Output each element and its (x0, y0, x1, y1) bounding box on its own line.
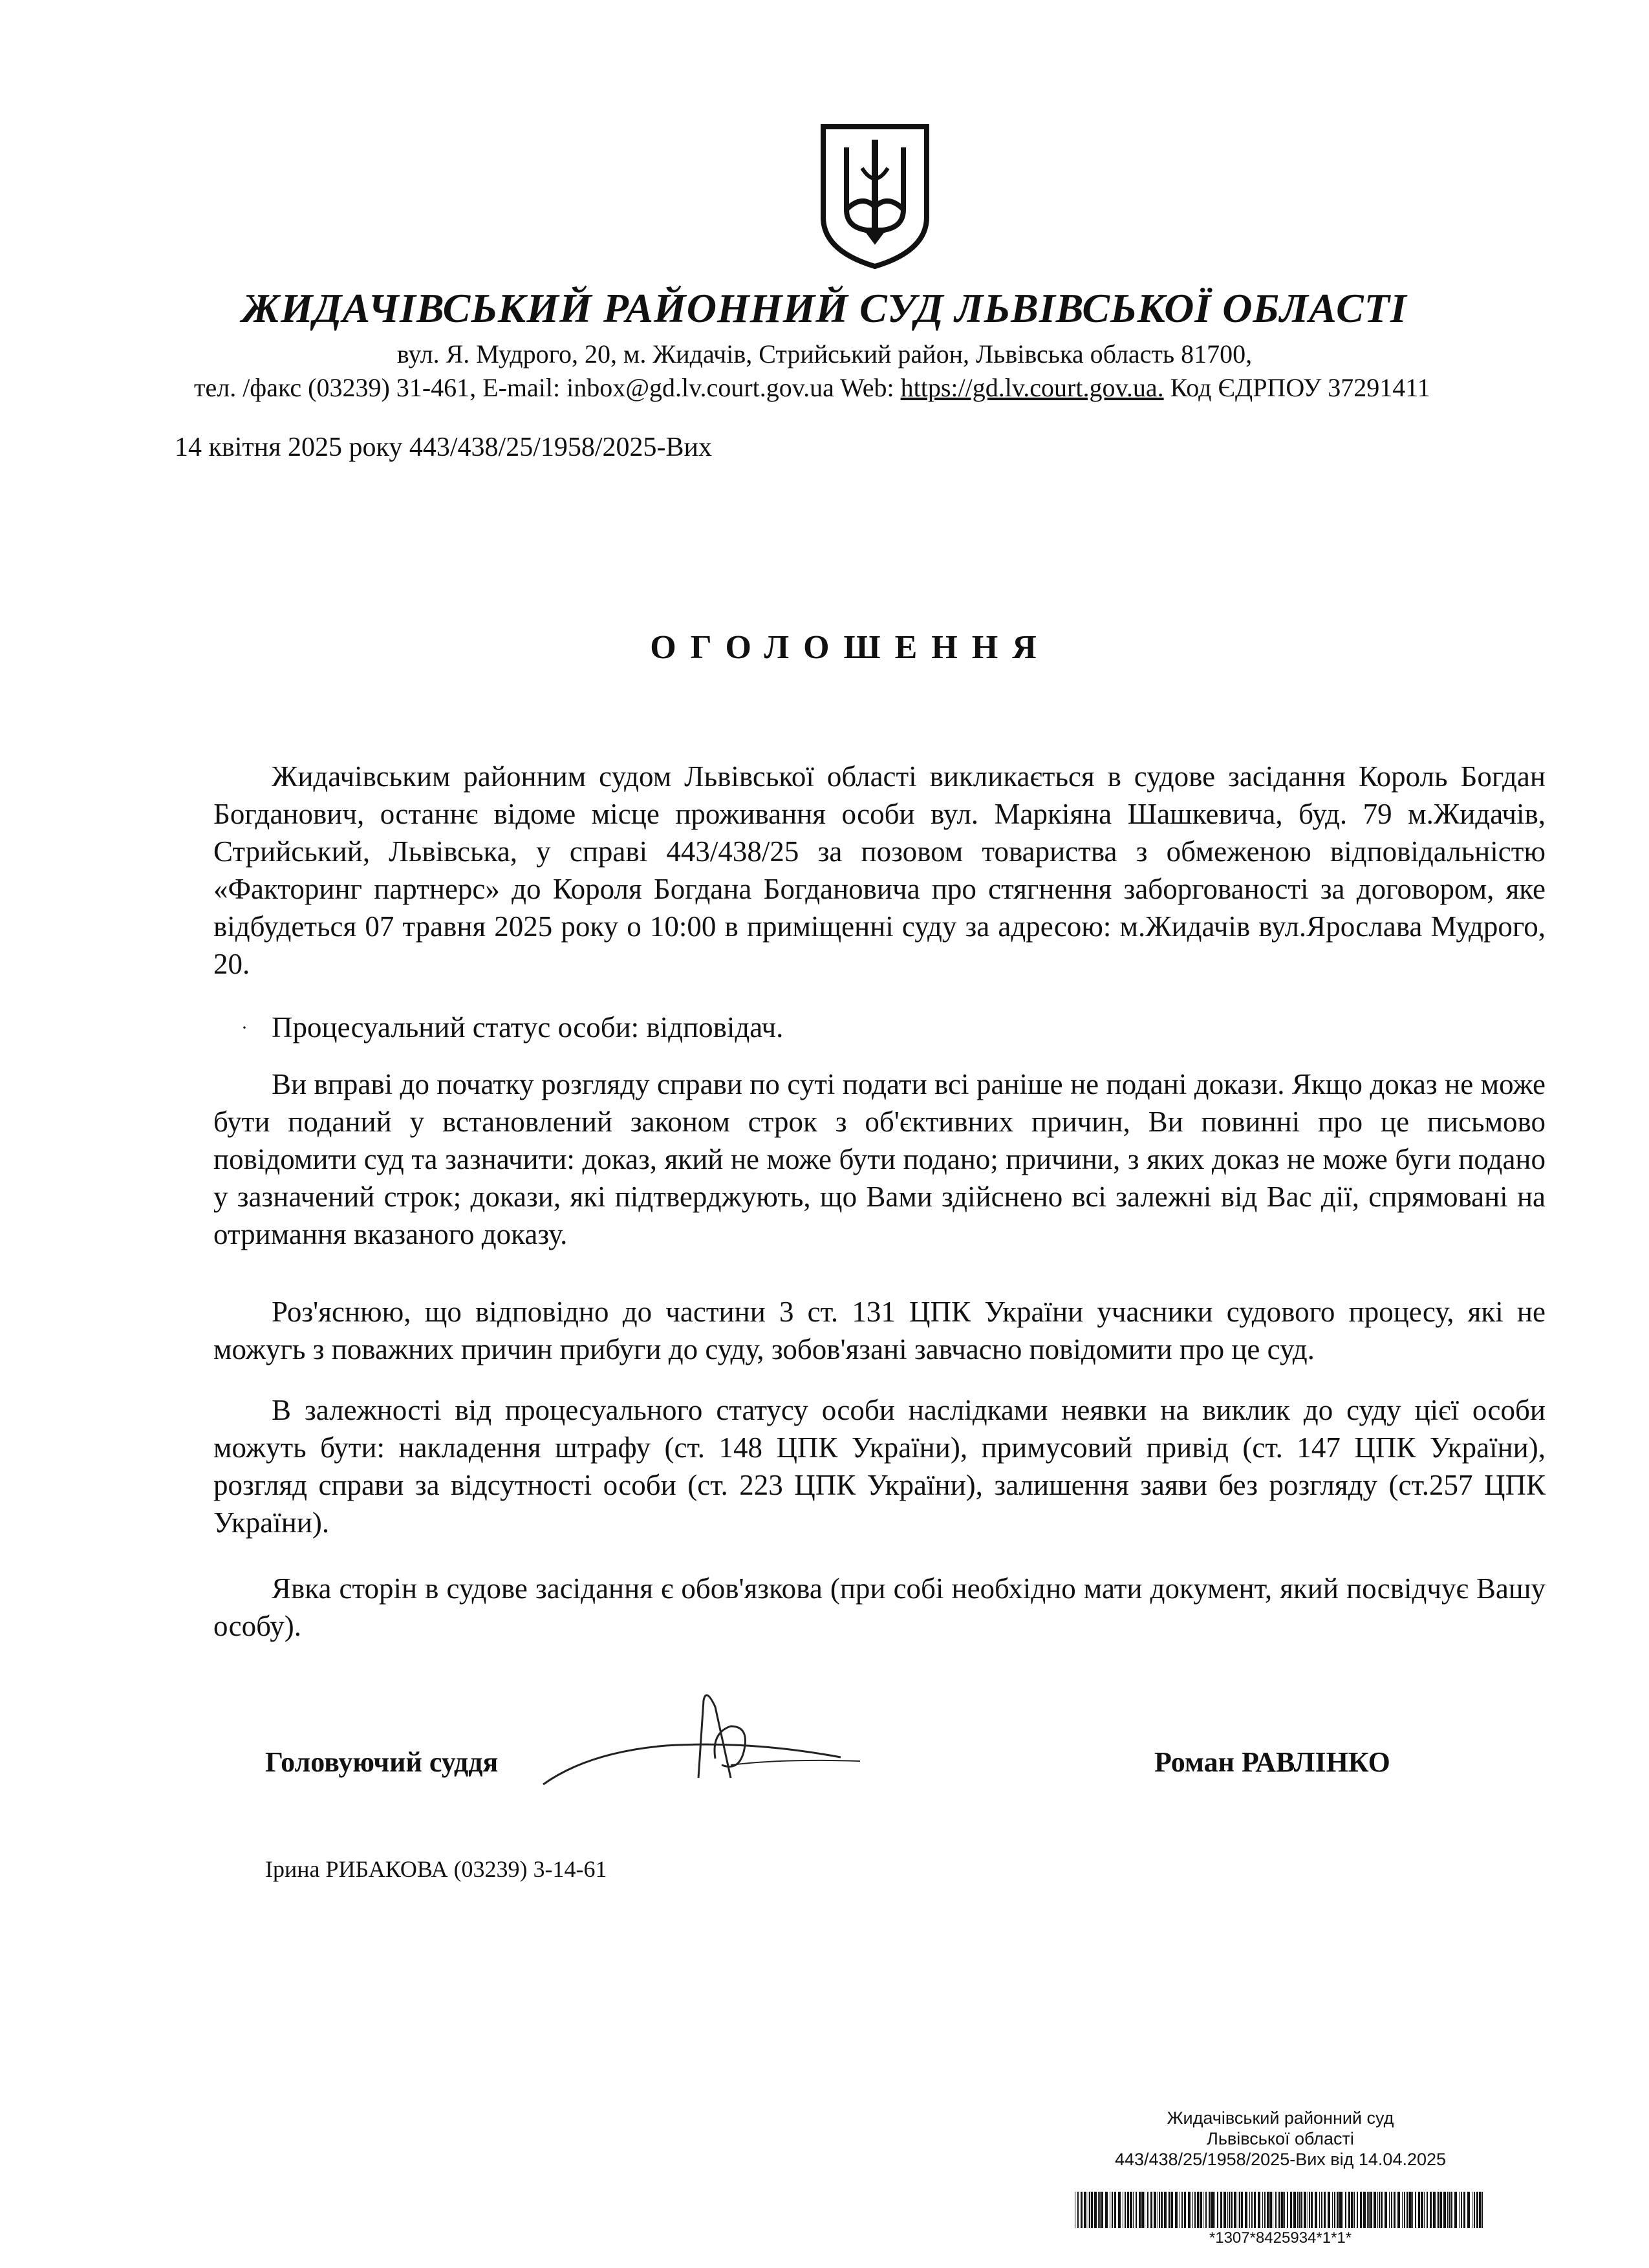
bullet-mark: · (241, 1017, 248, 1038)
paragraph-summons (213, 758, 1546, 983)
barcode-bar (1404, 2192, 1405, 2228)
barcode-bar (1287, 2192, 1288, 2228)
barcode-bar (1181, 2192, 1183, 2228)
barcode-bar (1175, 2192, 1178, 2228)
barcode-bar (1205, 2192, 1207, 2228)
barcode-bar (1315, 2192, 1317, 2228)
signature-mark (537, 1681, 873, 1804)
barcode-bar (1136, 2192, 1137, 2228)
barcode-bar (1367, 2192, 1368, 2228)
stamp-line: Львівської області (1207, 2129, 1354, 2148)
barcode-bar (1311, 2192, 1313, 2228)
document-title: ОГОЛОШЕННЯ (650, 629, 1051, 666)
paragraph-text: Явка сторін в судове засідання є обов'язкова (при собі необхідно мати документ, який посвідчує Вашу особу). (213, 1572, 1546, 1642)
barcode-bar (1438, 2192, 1439, 2228)
barcode-bar (1479, 2192, 1482, 2228)
registration-stamp (1073, 2108, 1487, 2170)
barcode-bar (1409, 2192, 1412, 2228)
barcode-bar (1418, 2192, 1420, 2228)
barcode-bar (1357, 2192, 1358, 2228)
barcode-bar (1370, 2192, 1372, 2228)
registration-line: 14 квітня 2025 року 443/438/25/1958/2025-Вих (175, 433, 713, 462)
barcode-bar (1127, 2192, 1129, 2228)
barcode-bar (1164, 2192, 1167, 2228)
barcode-bar (1402, 2192, 1403, 2228)
barcode-icon (1073, 2192, 1487, 2228)
judge-name: Роман РАВЛІНКО (1154, 1746, 1390, 1778)
barcode-bar (1249, 2192, 1250, 2228)
barcode-bar (1381, 2192, 1383, 2228)
barcode-bar (1394, 2192, 1396, 2228)
barcode-bar (1351, 2192, 1353, 2228)
barcode-bar (1192, 2192, 1193, 2228)
barcode-bar (1427, 2192, 1428, 2228)
court-contacts (194, 372, 1552, 403)
barcode-bar (1258, 2192, 1260, 2228)
barcode-bar (1254, 2192, 1256, 2228)
court-name: ЖИДАЧІВСЬКИЙ РАЙОННИЙ СУД ЛЬВІВСЬКОЇ ОБЛАСТІ (242, 285, 1407, 331)
barcode-bar (1139, 2192, 1141, 2228)
barcode-text: *1307*8425934*1*1* (1209, 2229, 1352, 2247)
barcode-bar (1363, 2192, 1366, 2228)
barcode-bar (1094, 2192, 1097, 2228)
barcode-bar (1099, 2192, 1101, 2228)
barcode-bar (1275, 2192, 1277, 2228)
barcode-bar (1154, 2192, 1156, 2228)
paragraph-text: Процесуальний статус особи: відповідач. (272, 1011, 784, 1043)
barcode-bar (1211, 2192, 1214, 2228)
barcode-bar (1463, 2192, 1465, 2228)
barcode-bar (1150, 2192, 1152, 2228)
barcode-bar (1459, 2192, 1460, 2228)
barcode-bar (1267, 2192, 1269, 2228)
barcode-bar (1430, 2192, 1432, 2228)
barcode-bar (1284, 2192, 1285, 2228)
barcode-bar (1474, 2192, 1475, 2228)
barcode-bar (1245, 2192, 1247, 2228)
barcode-bar (1449, 2192, 1450, 2228)
barcode-bar (1114, 2192, 1116, 2228)
barcode-bar (1467, 2192, 1470, 2228)
barcode-bar (1324, 2192, 1326, 2228)
clerk-contact: Ірина РИБАКОВА (03239) 3-14-61 (265, 1856, 607, 1882)
barcode-bar (1251, 2192, 1253, 2228)
barcode-bar (1321, 2192, 1322, 2228)
barcode-bar (1281, 2192, 1284, 2228)
barcode-bar (1130, 2192, 1132, 2228)
barcode-bar (1309, 2192, 1310, 2228)
website-link[interactable]: https://gd.lv.court.gov.ua. (900, 373, 1164, 402)
barcode-bar (1200, 2192, 1202, 2228)
judge-role: Головуючий суддя (265, 1746, 499, 1778)
barcode-bar (1241, 2192, 1243, 2228)
barcode-bar (1118, 2192, 1121, 2228)
barcode-bar (1328, 2192, 1330, 2228)
barcode-bar (1397, 2192, 1400, 2228)
barcode-bar (1440, 2192, 1442, 2228)
barcode-bar (1334, 2192, 1335, 2228)
barcode-bar (1229, 2192, 1230, 2228)
barcode-bar (1412, 2192, 1413, 2228)
barcode-bar (1447, 2192, 1448, 2228)
barcode-bar (1269, 2192, 1272, 2228)
paragraph-text: Жидачівським районним судом Львівської області викликається в судове засідання Король Богдан Богданович, останнє відоме місце проживання особи вул. Маркіяна Шашкевича, буд. 79 м.Жидачів, Стрийський, Львівська, у справі 443/438/25 за позовом товариства з обмеженою відповідальністю «Факторинг партнерс» до Короля Богдана Богдановича про стягнення заборгованості за договором, яке відбудеться 07 травня 2025 року о 10:00 в приміщенні суду за адресою: м.Жидачів вул.Ярослава Мудрого, 20. (213, 760, 1546, 980)
barcode-bar (1424, 2192, 1425, 2228)
barcode-bar (1421, 2192, 1423, 2228)
paragraph-attendance (213, 1570, 1546, 1645)
barcode-bar (1454, 2192, 1457, 2228)
barcode-bar (1300, 2192, 1302, 2228)
contacts-suffix: Код ЄДРПОУ 37291411 (1163, 373, 1430, 402)
barcode-bar (1290, 2192, 1292, 2228)
barcode-bar (1239, 2192, 1240, 2228)
barcode-bar (1368, 2192, 1370, 2228)
coat-of-arms-icon (810, 116, 940, 272)
barcode-bar (1433, 2192, 1436, 2228)
barcode-bar (1184, 2192, 1186, 2228)
barcode-bar (1482, 2192, 1483, 2228)
barcode-bar (1345, 2192, 1346, 2228)
barcode-bar (1161, 2192, 1163, 2228)
barcode-bar (1379, 2192, 1380, 2228)
barcode-bar (1342, 2192, 1343, 2228)
barcode-bar (1168, 2192, 1169, 2228)
barcode-bar (1101, 2192, 1103, 2228)
barcode-bar (1105, 2192, 1108, 2228)
barcode-bar (1169, 2192, 1170, 2228)
barcode-bar (1098, 2192, 1099, 2228)
barcode-bar (1217, 2192, 1218, 2228)
barcode-bar (1450, 2192, 1452, 2228)
paragraph-consequences (213, 1391, 1546, 1541)
barcode-bar (1171, 2192, 1173, 2228)
barcode-bar (1354, 2192, 1355, 2228)
barcode-bar (1077, 2192, 1079, 2228)
barcode-bar (1374, 2192, 1376, 2228)
barcode-bar (1304, 2192, 1306, 2228)
barcode-bar (1339, 2192, 1342, 2228)
barcode-bar (1091, 2192, 1093, 2228)
barcode-bar (1234, 2192, 1236, 2228)
barcode-bar (1443, 2192, 1446, 2228)
barcode-bar (1377, 2192, 1378, 2228)
barcode-bar (1348, 2192, 1350, 2228)
barcode-bar (1278, 2192, 1280, 2228)
barcode-bar (1125, 2192, 1126, 2228)
contacts-prefix: тел. /факс (03239) 31-461, E-mail: inbox@gd.lv.court.gov.ua Web: (194, 373, 901, 402)
barcode-bar (1360, 2192, 1362, 2228)
barcode-bar (1188, 2192, 1191, 2228)
paragraph-text: Ви вправі до початку розгляду справи по суті подати всі раніше не подані докази. Якщо доказ не може бути поданий у встановлений законом строк з об'єктивних причин, Ви повинні про це письмово повідомити суд та зазначити: доказ, який не може бути подано; причини, з яких доказ не може буги подано у зазначений строк; докази, які підтверджують, що Вами здійснено всі залежні від Вас дії, спрямовані на отримання вказаного доказу. (213, 1068, 1546, 1250)
barcode-bar (1297, 2192, 1298, 2228)
paragraph-text: В залежності від процесуального статусу особи наслідками неявки на виклик до суду цієї особи можуть бути: накладення штрафу (ст. 148 ЦПК України), примусовий привід (ст. 147 ЦПК України), розгляд справи за відсутності особи (ст. 223 ЦПК України), залишення заяви без розгляду (ст.257 ЦПК України). (213, 1394, 1546, 1539)
barcode-bar (1385, 2192, 1387, 2228)
barcode-bar (1476, 2192, 1478, 2228)
barcode-bar (1293, 2192, 1296, 2228)
paragraph-text: Роз'яснюю, що відповідно до частини 3 ст. 131 ЦПК України учасники судового процесу, які не можугь з поважних причин прибуги до суду, зобов'язані завчасно повідомити про це суд. (213, 1296, 1546, 1365)
court-address: вул. Я. Мудрого, 20, м. Жидачів, Стрийський район, Львівська область 81700, (396, 339, 1253, 369)
barcode-bar (1262, 2192, 1263, 2228)
barcode-bar (1337, 2192, 1339, 2228)
barcode-bar (1264, 2192, 1266, 2228)
barcode-bar (1406, 2192, 1408, 2228)
barcode-bar (1147, 2192, 1148, 2228)
barcode-bar (1415, 2192, 1416, 2228)
barcode-bar (1084, 2192, 1086, 2228)
barcode-bar (1133, 2192, 1134, 2228)
barcode-bar (1461, 2192, 1462, 2228)
barcode-bar (1141, 2192, 1144, 2228)
barcode-bar (1081, 2192, 1083, 2228)
barcode-bar (1194, 2192, 1196, 2228)
paragraph-evidence (213, 1065, 1546, 1253)
stamp-line: 443/438/25/1958/2025-Вих від 14.04.2025 (1114, 2150, 1447, 2169)
barcode-bar (1332, 2192, 1333, 2228)
barcode-bar (1319, 2192, 1320, 2228)
barcode-bar (1209, 2192, 1211, 2228)
barcode-bar (1391, 2192, 1392, 2228)
barcode-bar (1227, 2192, 1228, 2228)
barcode-bar (1112, 2192, 1113, 2228)
barcode-bar (1231, 2192, 1233, 2228)
barcode-bar (1159, 2192, 1160, 2228)
stamp-line: Жидачівський районний суд (1167, 2108, 1394, 2128)
barcode-bar (1389, 2192, 1390, 2228)
barcode-bar (1437, 2192, 1438, 2228)
barcode-bar (1197, 2192, 1199, 2228)
barcode-bar (1214, 2192, 1215, 2228)
barcode-bar (1299, 2192, 1300, 2228)
barcode-bar (1220, 2192, 1222, 2228)
paragraph-explanation (213, 1293, 1546, 1368)
paragraph-status (213, 1009, 1546, 1046)
barcode-bar (1089, 2192, 1090, 2228)
barcode-bar (1223, 2192, 1226, 2228)
